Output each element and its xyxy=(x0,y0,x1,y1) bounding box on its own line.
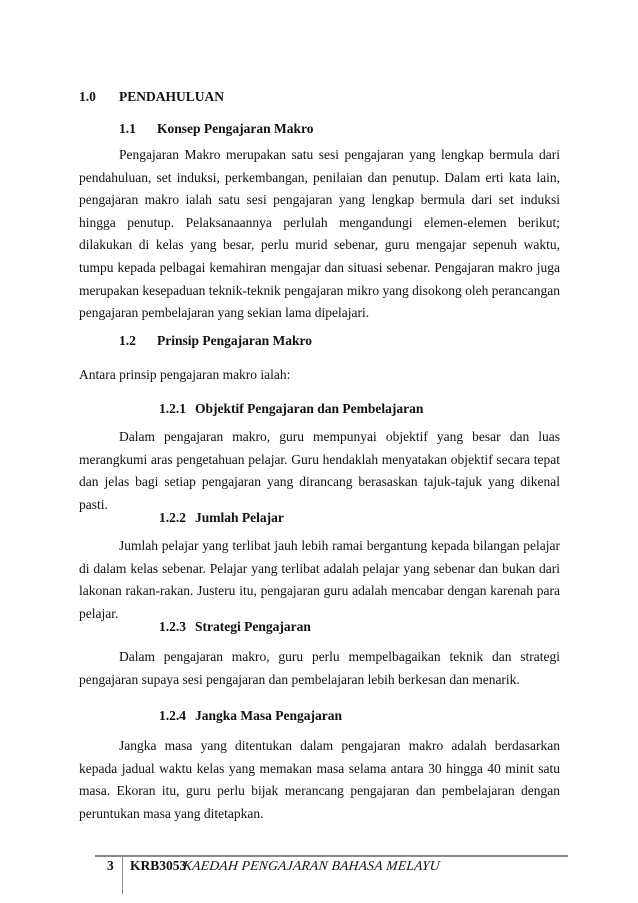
paragraph-konsep: Pengajaran Makro merupakan satu sesi pengajaran yang lengkap bermula dari pendahuluan, set induksi, perkembangan, penilaian dan penutup. Dalam erti kata lain, pengajaran makro ialah satu sesi pengajaran yang lengkap bermula dari set induksi hingga penutup. Pelaksanaannya perlulah mengandungi elemen-elemen berikut; dilakukan di kelas yang besar, perlu murid sebenar, guru mengajar sepenuh waktu, tumpu kepada pelbagai kemahiran mengajar dan situasi sebenar. Pengajaran makro juga merupakan kesepaduan teknik-teknik pengajaran mikro yang disokong oleh perancangan pengajaran pembelajaran yang sekian lama dipelajari. xyxy=(79,147,560,321)
subsubsection-number: 1.2.2 xyxy=(159,510,186,525)
subsubsection-title: Objektif Pengajaran dan Pembelajaran xyxy=(195,401,424,416)
page-number: 3 xyxy=(107,858,114,873)
subsection-title: Konsep Pengajaran Makro xyxy=(157,121,314,136)
paragraph-prinsip-intro: Antara prinsip pengajaran makro ialah: xyxy=(79,367,291,382)
section-title: PENDAHULUAN xyxy=(119,89,225,104)
course-code: KRB3053 xyxy=(130,858,187,873)
paragraph-objektif: Dalam pengajaran makro, guru mempunyai objektif yang besar dan luas merangkumi aras pengetahuan pelajar. Guru hendaklah menyatakan objektif secara tepat dan jelas bagi setiap pengajaran yang dirancang berasaskan tajuk-tajuk yang dikenal pasti. xyxy=(79,429,560,512)
subsubsection-number: 1.2.4 xyxy=(159,708,186,723)
subsection-number: 1.1 xyxy=(119,121,136,136)
subsubsection-number: 1.2.1 xyxy=(159,401,186,416)
subsubsection-title: Strategi Pengajaran xyxy=(195,619,311,634)
paragraph-jumlah-pelajar: Jumlah pelajar yang terlibat jauh lebih ramai bergantung kepada bilangan pelajar di dalam kelas sebenar. Pelajar yang terlibat adalah pelajar yang sebenar dan bukan dari lakonan rakan-rakan. Justeru itu, pengajaran guru adalah mencabar dengan karenah para pelajar. xyxy=(79,538,560,621)
subsubsection-title: Jumlah Pelajar xyxy=(195,510,284,525)
course-title: KAEDAH PENGAJARAN BAHASA MELAYU xyxy=(182,858,441,873)
subsection-title: Prinsip Pengajaran Makro xyxy=(157,333,312,348)
paragraph-strategi: Dalam pengajaran makro, guru perlu mempelbagaikan teknik dan strategi pengajaran supaya sesi pengajaran dan pembelajaran lebih berkesan dan menarik. xyxy=(79,649,560,687)
footer-divider xyxy=(95,855,568,857)
footer-vertical-divider xyxy=(122,857,123,894)
subsection-number: 1.2 xyxy=(119,333,136,348)
paragraph-jangka-masa: Jangka masa yang ditentukan dalam pengajaran makro adalah berdasarkan kepada jadual waktu kelas yang memakan masa selama antara 30 hingga 40 minit satu masa. Ekoran itu, guru perlu bijak merancang pengajaran dan pembelajaran dengan peruntukan masa yang ditetapkan. xyxy=(79,738,560,821)
subsubsection-title: Jangka Masa Pengajaran xyxy=(195,708,343,723)
section-number: 1.0 xyxy=(79,89,96,104)
subsubsection-number: 1.2.3 xyxy=(159,619,186,634)
